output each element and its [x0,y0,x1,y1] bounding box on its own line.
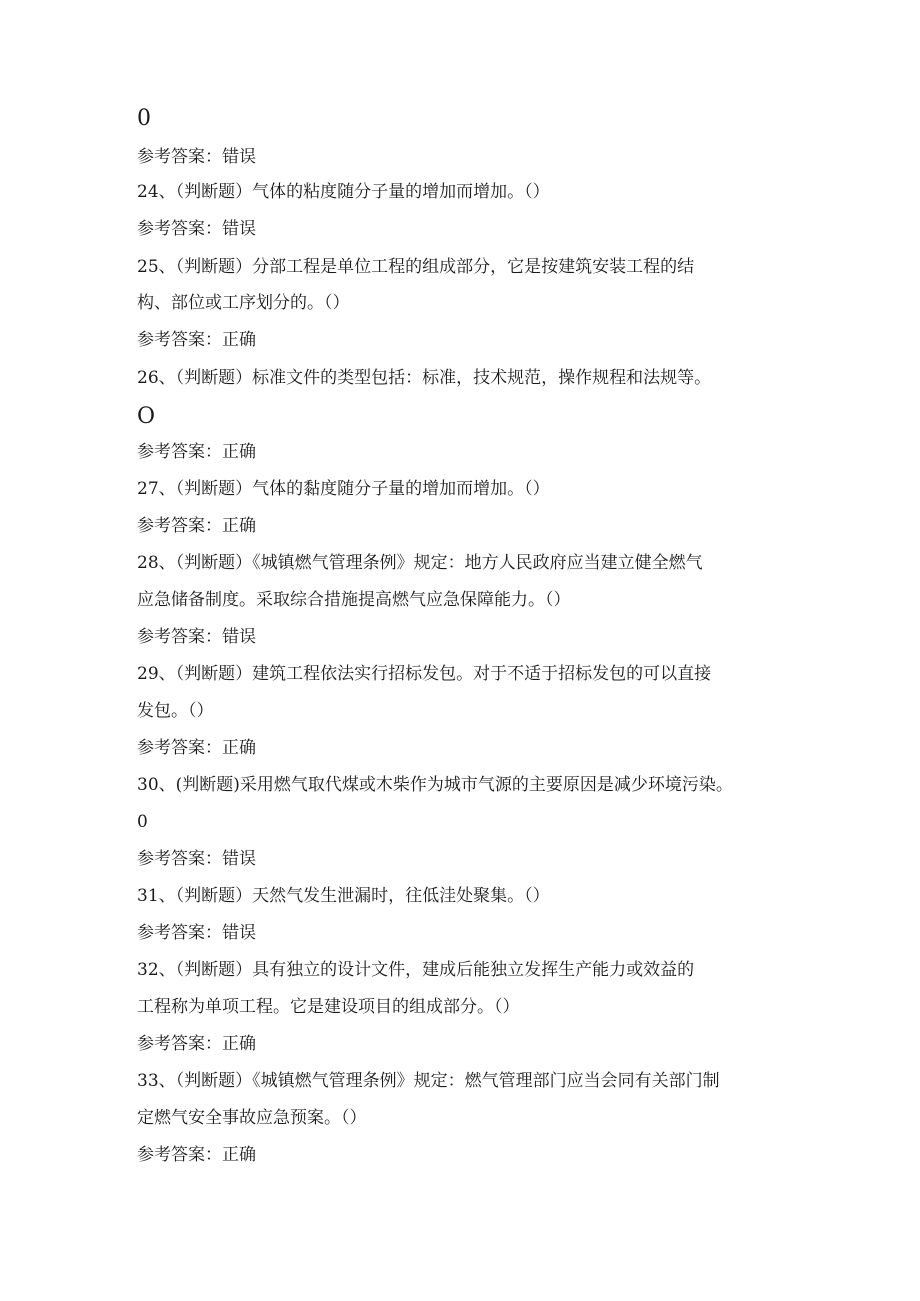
question-30: 30、(判断题)采用燃气取代煤或木柴作为城市气源的主要原因是减少环境污染。 [137,775,733,795]
answer-line: 参考答案：错误 [137,923,256,943]
answer-line: 参考答案：正确 [137,1034,256,1054]
question-32-cont: 工程称为单项工程。它是建设项目的组成部分。（） [137,997,520,1017]
question-32: 32、（判断题）具有独立的设计文件，建成后能独立发挥生产能力或效益的 [137,960,695,980]
question-25: 25、（判断题）分部工程是单位工程的组成部分，它是按建筑安装工程的结 [137,257,695,277]
question-29: 29、（判断题）建筑工程依法实行招标发包。对于不适于招标发包的可以直接 [137,664,712,684]
question-33: 33、（判断题）《城镇燃气管理条例》规定：燃气管理部门应当会同有关部门制 [137,1071,720,1091]
answer-line: 参考答案：正确 [137,516,256,536]
answer-placeholder: 0 [137,812,148,832]
answer-line: 参考答案：正确 [137,442,256,462]
question-24: 24、（判断题）气体的粘度随分子量的增加而增加。（） [137,182,550,202]
question-27: 27、（判断题）气体的黏度随分子量的增加而增加。（） [137,479,550,499]
answer-line: 参考答案：错误 [137,219,256,239]
answer-placeholder: O [137,404,156,429]
answer-line: 参考答案：正确 [137,1145,256,1165]
answer-placeholder: 0 [137,106,151,131]
answer-line: 参考答案：错误 [137,147,256,167]
question-26: 26、（判断题）标准文件的类型包括：标准，技术规范，操作规程和法规等。 [137,368,712,388]
question-25-cont: 构、部位或工序划分的。（） [137,293,350,313]
question-28-cont: 应急储备制度。采取综合措施提高燃气应急保障能力。（） [137,590,571,610]
question-31: 31、（判断题）天然气发生泄漏时，往低洼处聚集。（） [137,886,550,906]
answer-line: 参考答案：正确 [137,330,256,350]
question-33-cont: 定燃气安全事故应急预案。（） [137,1108,367,1128]
answer-line: 参考答案：正确 [137,738,256,758]
question-28: 28、（判断题）《城镇燃气管理条例》规定：地方人民政府应当建立健全燃气 [137,553,703,573]
question-29-cont: 发包。（） [137,701,214,721]
answer-line: 参考答案：错误 [137,627,256,647]
answer-line: 参考答案：错误 [137,849,256,869]
